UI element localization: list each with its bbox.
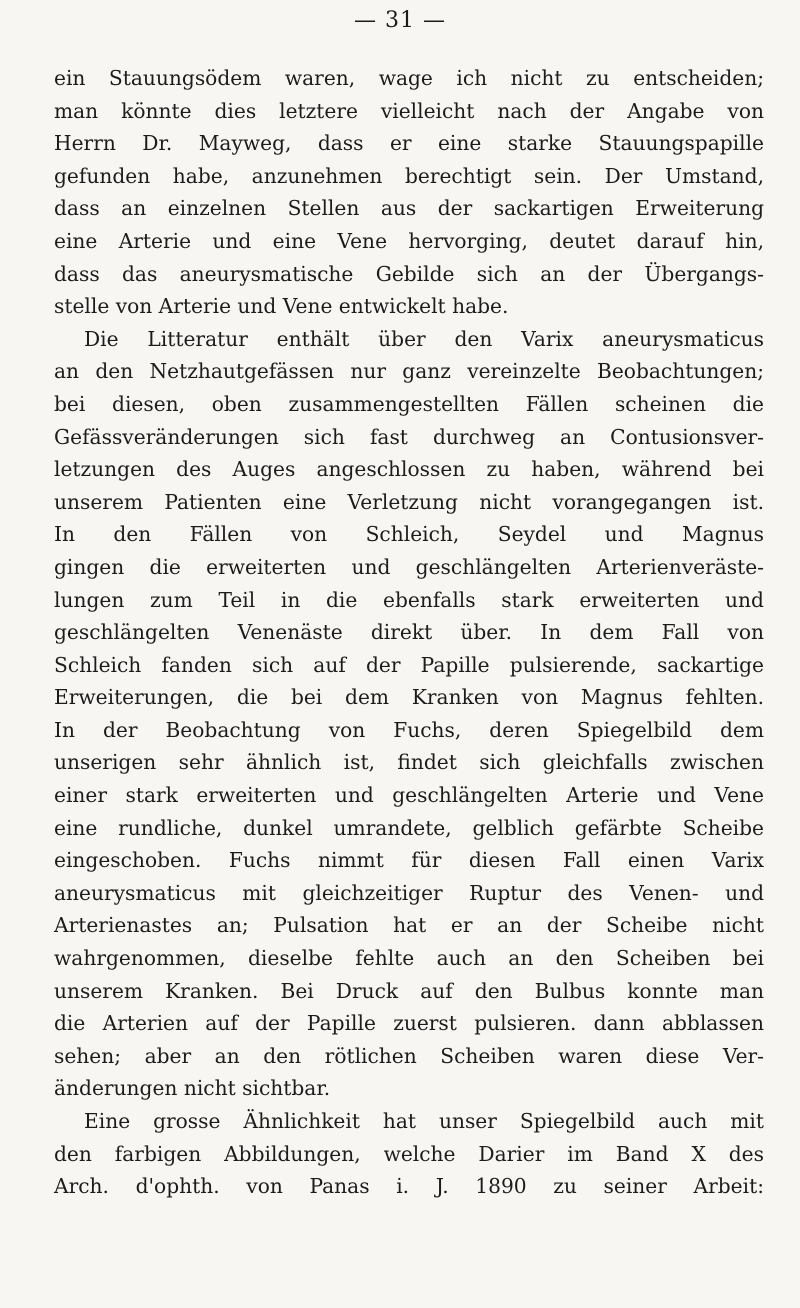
text-line: einer stark erweiterten und geschlängelten Arterie und Vene [54,783,764,808]
text-line: an den Netzhautgefässen nur ganz vereinzelte Beobachtungen; [54,359,764,384]
text-line: Eine grosse Ähnlichkeit hat unser Spiegelbild auch mit [84,1109,764,1133]
text-line: eingeschoben. Fuchs nimmt für diesen Fall einen Varix [54,848,764,873]
text-line: geschlängelten Venenäste direkt über. In dem Fall von [54,620,764,645]
text-line: lungen zum Teil in die ebenfalls stark erweiterten und [54,587,764,612]
text-line: ein Stauungsödem waren, wage ich nicht zu entscheiden; [54,66,764,90]
text-line: In der Beobachtung von Fuchs, deren Spiegelbild dem [54,717,764,742]
text-line: wahrgenommen, dieselbe fehlte auch an den Scheiben bei [54,946,764,971]
text-line: eine Arterie und eine Vene hervorging, deutet darauf hin, [54,228,764,253]
text-line: bei diesen, oben zusammengestellten Fällen scheinen die [54,391,764,416]
text-line: man könnte dies letztere vielleicht nach der Angabe von [54,98,764,123]
text-line: aneurysmaticus mit gleichzeitiger Ruptur des Venen- und [54,880,764,905]
text-line: letzungen des Auges angeschlossen zu haben, während bei [54,457,764,482]
text-line: In den Fällen von Schleich, Seydel und Magnus [54,522,764,547]
text-line: Die Litteratur enthält über den Varix aneurysmaticus [84,326,764,351]
text-line: sehen; aber an den rötlichen Scheiben waren diese Ver- [54,1043,764,1068]
body-text [54,62,764,1203]
text-line: eine rundliche, dunkel umrandete, gelblich gefärbte Scheibe [54,815,764,840]
text-line: gingen die erweiterten und geschlängelten Arterienveräste- [54,554,764,579]
text-line: den farbigen Abbildungen, welche Darier im Band X des [54,1141,764,1166]
text-line: Arterienastes an; Pulsation hat er an der Scheibe nicht [54,913,764,938]
text-line: Arch. d'ophth. von Panas i. J. 1890 zu seiner Arbeit: [54,1174,764,1199]
text-line: änderungen nicht sichtbar. [54,1076,331,1101]
page-number: — 31 — [354,8,446,33]
text-line: stelle von Arterie und Vene entwickelt habe. [54,294,509,319]
text-line: dass das aneurysmatische Gebilde sich an der Übergangs- [54,261,764,286]
text-line: unserigen sehr ähnlich ist, findet sich gleichfalls zwischen [54,750,764,775]
text-line: unserem Kranken. Bei Druck auf den Bulbus konnte man [54,978,764,1003]
text-line: dass an einzelnen Stellen aus der sackartigen Erweiterung [54,196,764,221]
text-line: Erweiterungen, die bei dem Kranken von Magnus fehlten. [54,685,764,710]
text-line: gefunden habe, anzunehmen berechtigt sein. Der Umstand, [54,163,764,188]
text-line: unserem Patienten eine Verletzung nicht vorangegangen ist. [54,489,764,514]
text-line: Schleich fanden sich auf der Papille pulsierende, sackartige [54,652,764,677]
text-line: Gefässveränderungen sich fast durchweg an Contusionsver- [54,424,764,449]
text-line: Herrn Dr. Mayweg, dass er eine starke Stauungspapille [54,131,764,156]
text-line: die Arterien auf der Papille zuerst pulsieren. dann abblassen [54,1011,764,1036]
